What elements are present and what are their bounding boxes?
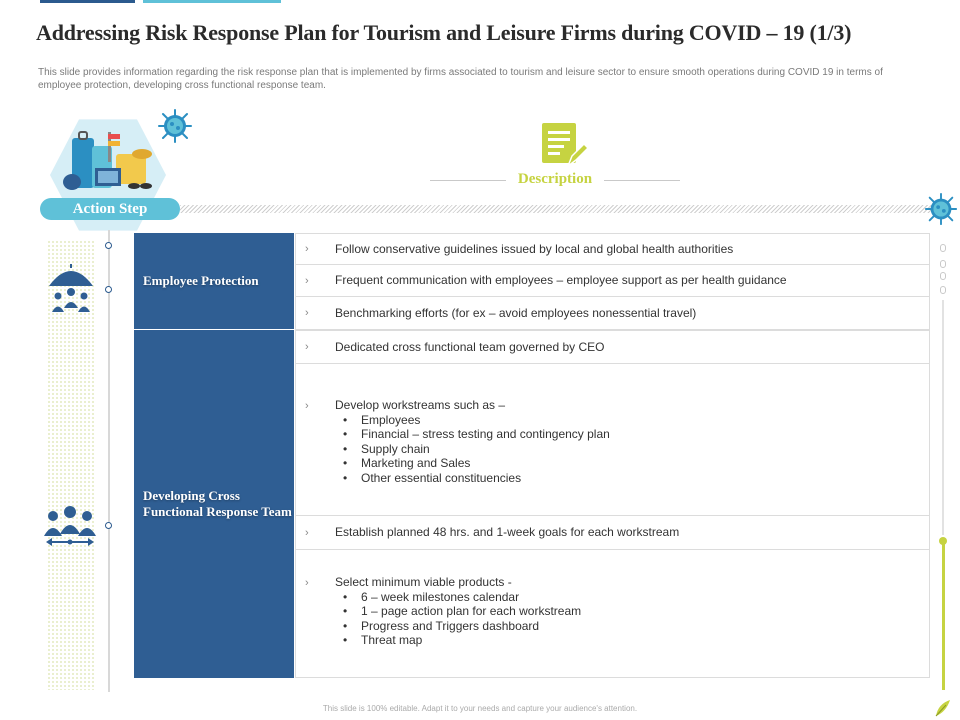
page-subtitle: This slide provides information regarding the risk response plan that is implemented by firms associated to tourism and leisure sector to ensure smooth operations during COVID 19 in terms of employee protection, developing cross functional response team. [38, 67, 883, 91]
scroll-dot [940, 260, 946, 268]
table-row [295, 330, 930, 364]
table-row [295, 265, 930, 297]
team-icon [40, 504, 100, 548]
umbrella-people-icon [46, 262, 96, 316]
timeline-line-right-accent [942, 540, 945, 690]
timeline-line-left [108, 230, 110, 692]
description-line-right [604, 180, 680, 181]
row-text: Follow conservative guidelines issued by local and global health authorities [335, 241, 734, 256]
footer-note: This slide is 100% editable. Adapt it to your needs and capture your audience's attention. [322, 704, 638, 713]
top-accent-bar-cyan [143, 0, 281, 3]
timeline-node-right [939, 537, 947, 545]
luggage-travel-icon [62, 128, 158, 194]
chevron-right-icon: › [305, 526, 309, 539]
top-accent-bar-navy [40, 0, 135, 3]
category-employee-protection [134, 233, 294, 329]
bullet-item: • Progress and Triggers dashboard [335, 619, 919, 634]
scroll-dot [940, 244, 946, 252]
timeline-node [105, 242, 112, 249]
bullet-item: • Supply chain [335, 442, 919, 457]
description-label: Description [517, 171, 593, 187]
category-label: Employee Protection [143, 273, 259, 288]
table-row [295, 297, 930, 330]
chevron-right-icon: › [305, 400, 309, 412]
row-text: Benchmarking efforts (for ex – avoid employees nonessential travel) [335, 305, 697, 320]
chevron-right-icon: › [305, 577, 309, 589]
table-row [295, 516, 930, 550]
chevron-right-icon: › [305, 341, 309, 353]
action-step-pill: Action Step [40, 198, 180, 220]
chevron-right-icon: › [305, 274, 309, 287]
timeline-line-right [942, 300, 944, 535]
row-text: Establish planned 48 hrs. and 1-week goals for each workstream [335, 525, 680, 540]
timeline-node [105, 522, 112, 529]
category-label: Developing Cross Functional Response Team [143, 488, 292, 519]
row-text: Dedicated cross functional team governed by CEO [335, 339, 605, 354]
bullet-item: • Other essential constituencies [335, 471, 919, 486]
document-pencil-icon [540, 122, 588, 170]
bullet-item: • 1 – page action plan for each workstream [335, 604, 919, 619]
bullet-item: • Threat map [335, 633, 919, 648]
description-line-left [430, 180, 506, 181]
bullet-item: • Employees [335, 413, 919, 428]
pencil-leaf-icon [934, 698, 952, 718]
table-row [295, 233, 930, 265]
page-title: Addressing Risk Response Plan for Tourism and Leisure Firms during COVID – 19 (1/3) [36, 20, 852, 45]
table-row [295, 550, 930, 678]
scroll-dot [940, 286, 946, 294]
virus-icon [157, 108, 193, 144]
bullet-item: • Marketing and Sales [335, 456, 919, 471]
row-text: Develop workstreams such as – [335, 398, 506, 412]
category-cross-functional-team [134, 330, 294, 678]
row-text: Frequent communication with employees – employee support as per health guidance [335, 273, 787, 288]
virus-icon-right [924, 192, 958, 226]
chevron-right-icon: › [305, 243, 309, 255]
row-text: Select minimum viable products - [335, 575, 512, 589]
chevron-right-icon: › [305, 307, 309, 319]
bullet-item: • 6 – week milestones calendar [335, 590, 919, 605]
bullet-item: • Financial – stress testing and contingency plan [335, 427, 919, 442]
table-row [295, 364, 930, 516]
risk-response-table [134, 233, 930, 678]
hatched-divider [180, 205, 932, 213]
timeline-node [105, 286, 112, 293]
scroll-dot [940, 272, 946, 280]
